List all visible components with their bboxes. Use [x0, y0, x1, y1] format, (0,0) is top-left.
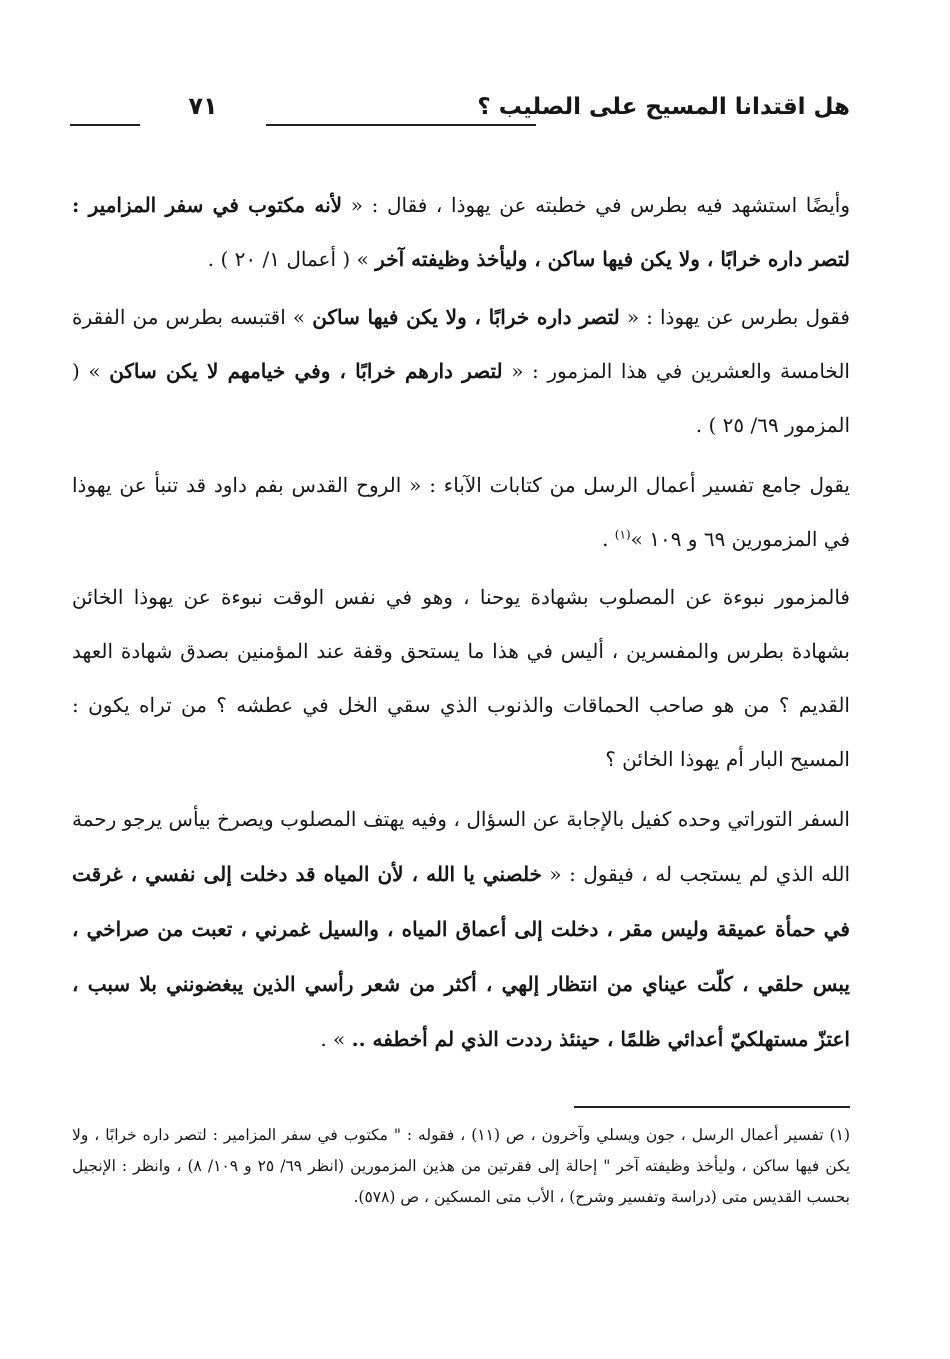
footnote: (١) تفسير أعمال الرسل ، جون ويسلي وآخرون ، ص (١١) ، فقوله : " مكتوب في سفر المزامير : لتصر داره خرابًا ، ولا يكن فيها ساكن ، وليأخذ وظيفته آخر " إحالة إلى فقرتين من هذين المزمورين (انظر ٦٩/ ٢٥ و ١٠٩/ ٨) ، وانظر : الإنجيل بحسب القديس متى (دراسة وتفسير وشرح) ، الأب متى المسكين ، ص (٥٧٨). [72, 1126, 851, 1206]
paragraph-3-text: يقول جامع تفسير أعمال الرسل من كتابات الآباء : « الروح القدس بفم داود قد تنبأ عن يهوذا في المزمورين ٦٩ و ١٠٩ » [72, 473, 850, 551]
paragraph-3 [72, 458, 850, 566]
paragraph-2-quote-1: لتصر داره خرابًا ، ولا يكن فيها ساكن [312, 305, 620, 329]
paragraph-5-outro: » . [320, 1027, 352, 1051]
header-rule-middle [266, 124, 536, 126]
footnote-separator [574, 1106, 850, 1108]
header-rule-left [70, 124, 140, 126]
paragraph-5-quote: خلصني يا الله ، لأن المياه قد دخلت إلى نفسي ، غرقت في حمأة عميقة وليس مقر ، دخلت إلى أعماق المياه ، والسيل غمرني ، تعبت من صراخي ، يبس حلقي ، كلّت عيناي من انتظار إلهي ، أكثر من شعر رأسي الذين يبغضونني بلا سبب ، اعتزّ مستهلكيّ أعدائي ظلمًا ، حينئذ رددت الذي لم أخطفه .. [72, 862, 850, 1051]
paragraph-2-quote-2: لتصر دارهم خرابًا ، وفي خيامهم لا يكن ساكن [109, 359, 503, 383]
paragraph-1-quote: لأنه مكتوب في سفر المزامير : لتصر داره خرابًا ، ولا يكن فيها ساكن ، وليأخذ وظيفته آخر [72, 193, 850, 271]
paragraph-1-intro: وأيضًا استشهد فيه بطرس في خطبته عن يهوذا ، فقال : « [342, 193, 850, 217]
paragraph-2-middle: » اقتبسه بطرس من الفقرة الخامسة والعشرين في هذا المزمور : « [72, 305, 850, 383]
paragraph-2 [72, 290, 850, 452]
paragraph-5 [72, 792, 850, 1067]
paragraph-2-outro: » ( المزمور ٦٩/ ٢٥ ) . [72, 359, 850, 437]
paragraph-5-intro: السفر التوراتي وحده كفيل بالإجابة عن السؤال ، وفيه يهتف المصلوب ويصرخ بيأس يرجو رحمة الله الذي لم يستجب له ، فيقول : « [72, 807, 851, 886]
paragraph-4-text: فالمزمور نبوءة عن المصلوب بشهادة يوحنا ، وهو في نفس الوقت نبوءة عن يهوذا الخائن بشهادة بطرس والمفسرين ، أليس في هذا ما يستحق وقفة عند المؤمنين بصدق شهادة العهد القديم ؟ من هو صاحب الحماقات والذنوب الذي سقي الخل في عطشه ؟ من تراه يكون : المسيح البار أم يهوذا الخائن ؟ [72, 585, 850, 771]
paragraph-4 [72, 570, 850, 786]
page-number: ٧١ [188, 92, 218, 120]
page-header [70, 88, 850, 138]
footnote-reference[interactable]: (١) [614, 527, 631, 542]
paragraph-3-end: . [602, 527, 615, 551]
paragraph-1-outro: » ( أعمال ١/ ٢٠ ) . [207, 247, 376, 271]
running-title: هل اقتدانا المسيح على الصليب ؟ [477, 94, 850, 120]
paragraph-1 [72, 178, 850, 286]
paragraph-2-intro: فقول بطرس عن يهوذا : « [619, 305, 850, 329]
